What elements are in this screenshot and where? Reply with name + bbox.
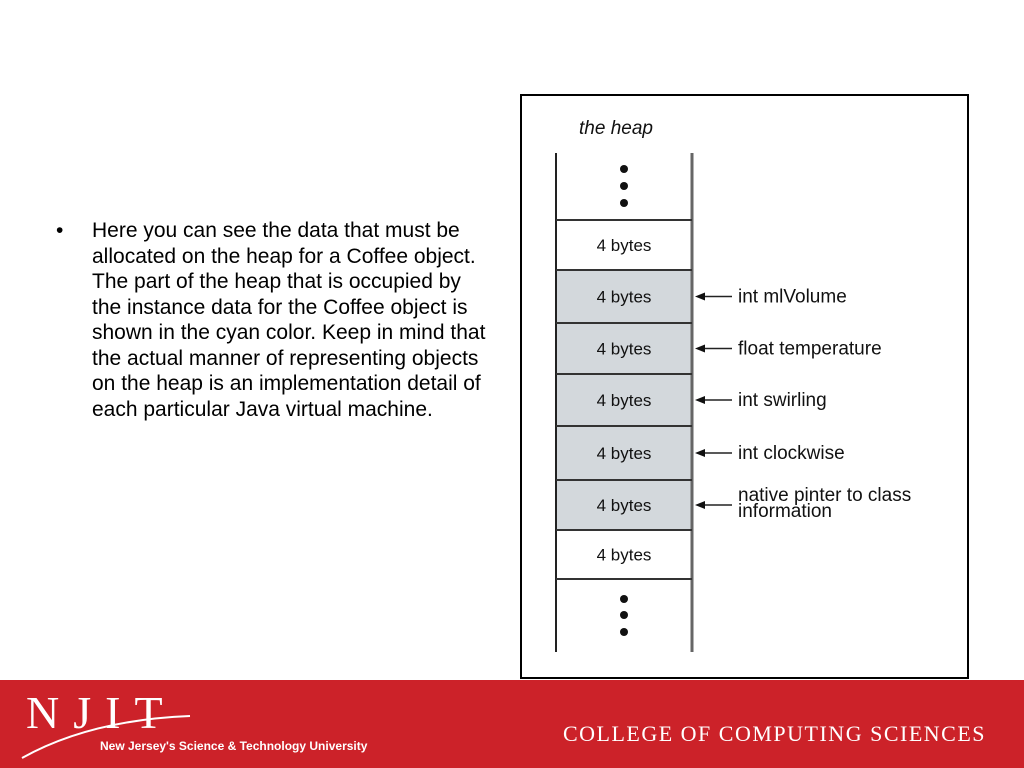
arrow-head-icon: [695, 501, 705, 509]
cell-size-label: 4 bytes: [596, 444, 652, 463]
field-name-label: information: [738, 501, 832, 522]
bullet-marker: •: [56, 219, 64, 242]
cell-size-label: 4 bytes: [596, 236, 652, 255]
cell-size-label: 4 bytes: [596, 287, 652, 307]
arrow-head-icon: [695, 345, 705, 353]
arrow-head-icon: [695, 293, 705, 301]
arrow-head-icon: [695, 396, 705, 404]
university-tagline: New Jersey's Science & Technology University: [100, 739, 368, 753]
njit-logo: NJIT: [26, 687, 177, 738]
bullet-text: Here you can see the data that must be allocated on the heap for a Coffee object. The part of the heap that is occupied by the instance data for the Coffee object is shown in the cyan color. Keep in mind that the actual manner of representing objects on the heap is an implementation detail of each particular Java virtual machine.: [92, 219, 486, 421]
heap-stack: [522, 96, 971, 681]
cell-size-label: 4 bytes: [596, 391, 652, 410]
cell-size-label: 4 bytes: [596, 339, 652, 359]
field-name-label: float temperature: [738, 338, 882, 360]
ellipsis-dot: [620, 165, 628, 173]
ellipsis-dot: [620, 595, 628, 603]
field-name-label: int swirling: [738, 390, 827, 411]
heap-title: the heap: [579, 118, 653, 139]
ellipsis-dot: [620, 182, 628, 190]
ellipsis-dot: [620, 611, 628, 619]
cell-size-label: 4 bytes: [596, 496, 652, 515]
footer-banner: [0, 680, 1024, 768]
field-name-label: int mlVolume: [738, 286, 847, 308]
field-name-label: native pinter to class: [738, 485, 912, 506]
heap-diagram: [520, 94, 969, 679]
ellipsis-dot: [620, 199, 628, 207]
arrow-head-icon: [695, 449, 705, 457]
cell-size-label: 4 bytes: [596, 545, 652, 565]
ellipsis-dot: [620, 628, 628, 636]
college-name: COLLEGE OF COMPUTING SCIENCES: [562, 721, 986, 746]
field-name-label: int clockwise: [738, 443, 845, 464]
